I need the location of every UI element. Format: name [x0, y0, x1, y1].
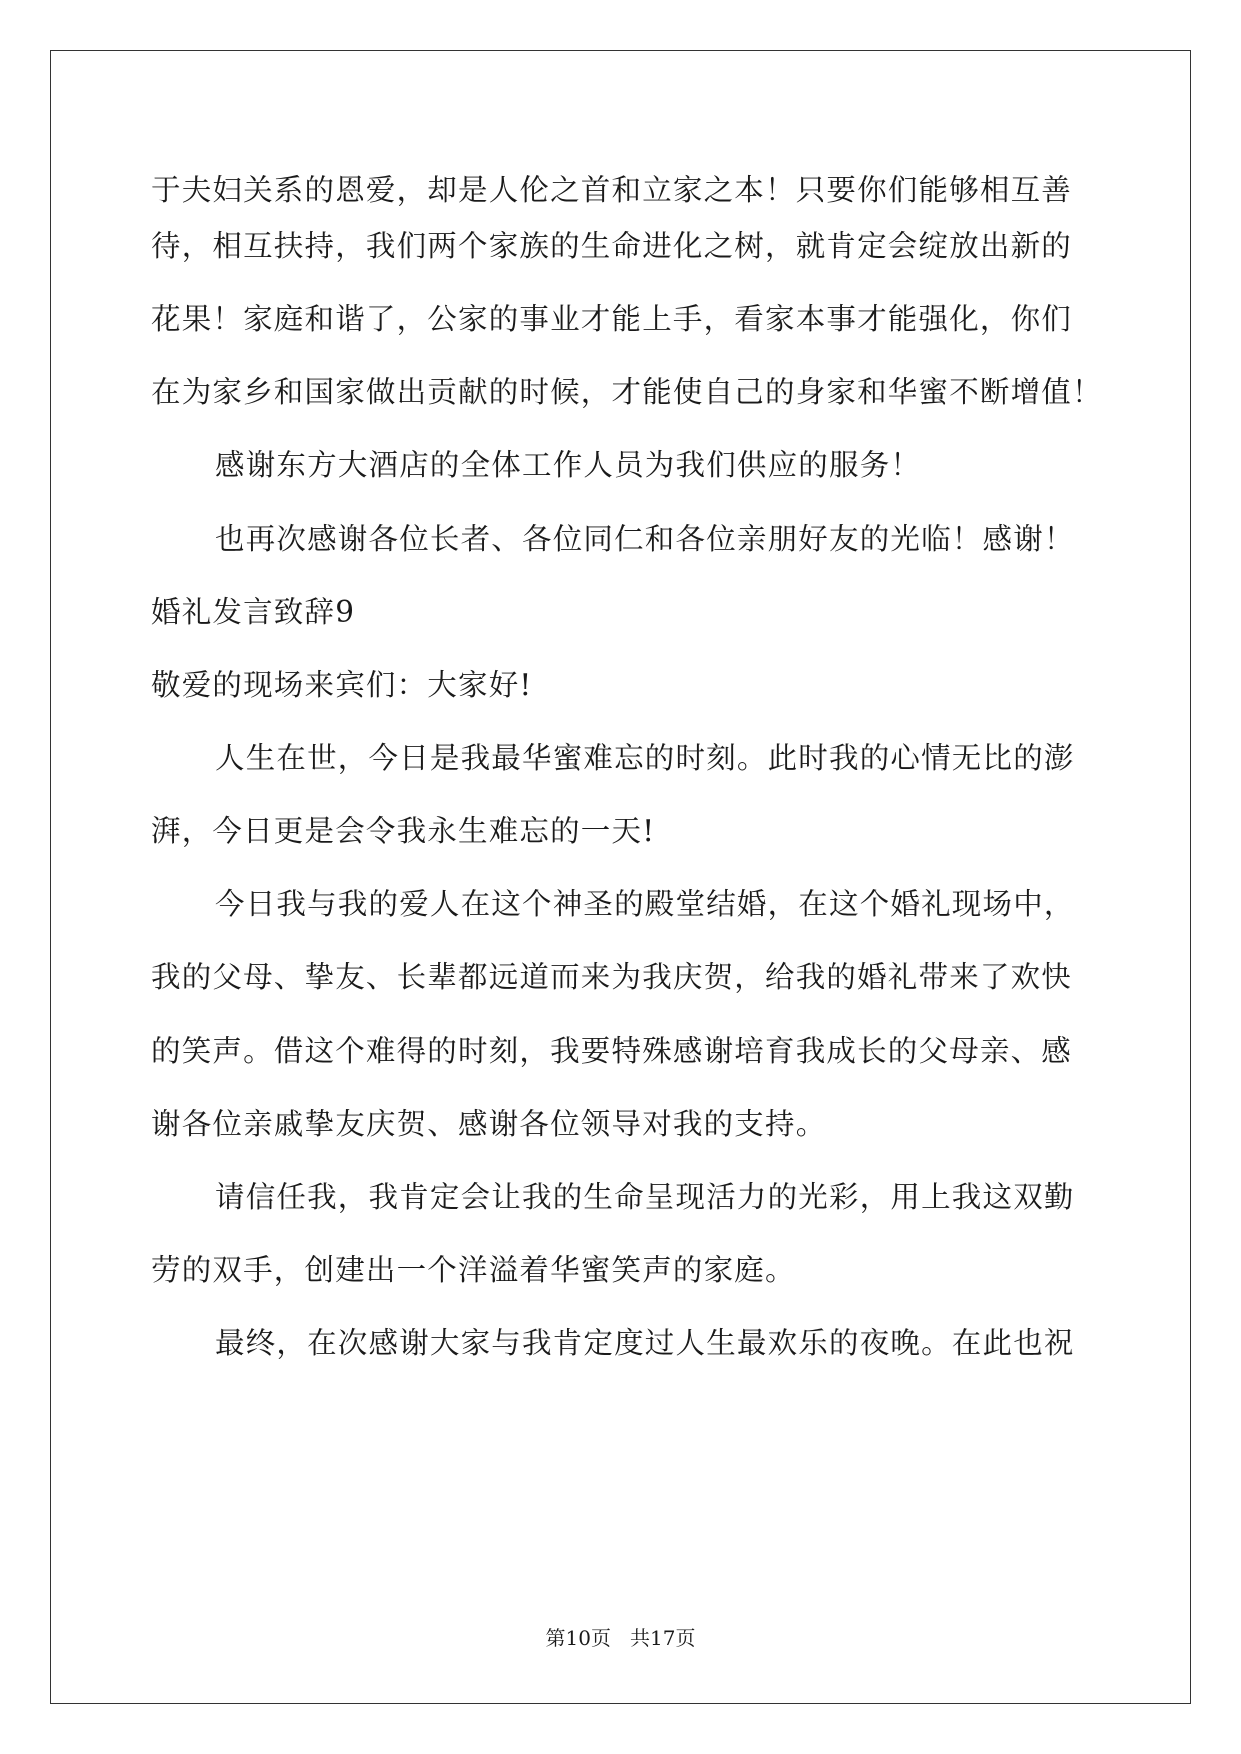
body-line: 在为家乡和国家做出贡献的时候，才能使自己的身家和华蜜不断增值！ — [151, 375, 1103, 409]
body-line: 也再次感谢各位长者、各位同仁和各位亲朋好友的光临！感谢！ — [215, 522, 1075, 556]
section-heading: 婚礼发言致辞9 — [151, 595, 356, 629]
body-line: 湃，今日更是会令我永生难忘的一天! — [151, 814, 656, 848]
body-line: 感谢东方大酒店的全体工作人员为我们供应的服务！ — [215, 448, 922, 482]
body-line: 我的父母、挚友、长辈都远道而来为我庆贺，给我的婚礼带来了欢快 — [151, 960, 1073, 994]
body-line: 劳的双手，创建出一个洋溢着华蜜笑声的家庭。 — [151, 1253, 796, 1287]
body-line: 谢各位亲戚挚友庆贺、感谢各位领导对我的支持。 — [151, 1107, 827, 1141]
page-number-footer: 第10页 共17页 — [545, 1626, 696, 1650]
body-line: 待，相互扶持，我们两个家族的生命进化之树，就肯定会绽放出新的 — [151, 229, 1073, 263]
body-line: 的笑声。借这个难得的时刻，我要特殊感谢培育我成长的父母亲、感 — [151, 1034, 1073, 1068]
body-line: 最终，在次感谢大家与我肯定度过人生最欢乐的夜晚。在此也祝 — [215, 1326, 1075, 1360]
body-line: 今日我与我的爱人在这个神圣的殿堂结婚，在这个婚礼现场中， — [215, 887, 1075, 921]
body-line: 请信任我，我肯定会让我的生命呈现活力的光彩，用上我这双勤 — [215, 1180, 1075, 1214]
body-line: 花果！家庭和谐了，公家的事业才能上手，看家本事才能强化，你们 — [151, 302, 1073, 336]
body-line: 于夫妇关系的恩爱，却是人伦之首和立家之本！只要你们能够相互善 — [151, 173, 1073, 207]
body-line: 人生在世，今日是我最华蜜难忘的时刻。此时我的心情无比的澎 — [215, 741, 1075, 775]
greeting-line: 敬爱的现场来宾们：大家好! — [151, 668, 533, 702]
